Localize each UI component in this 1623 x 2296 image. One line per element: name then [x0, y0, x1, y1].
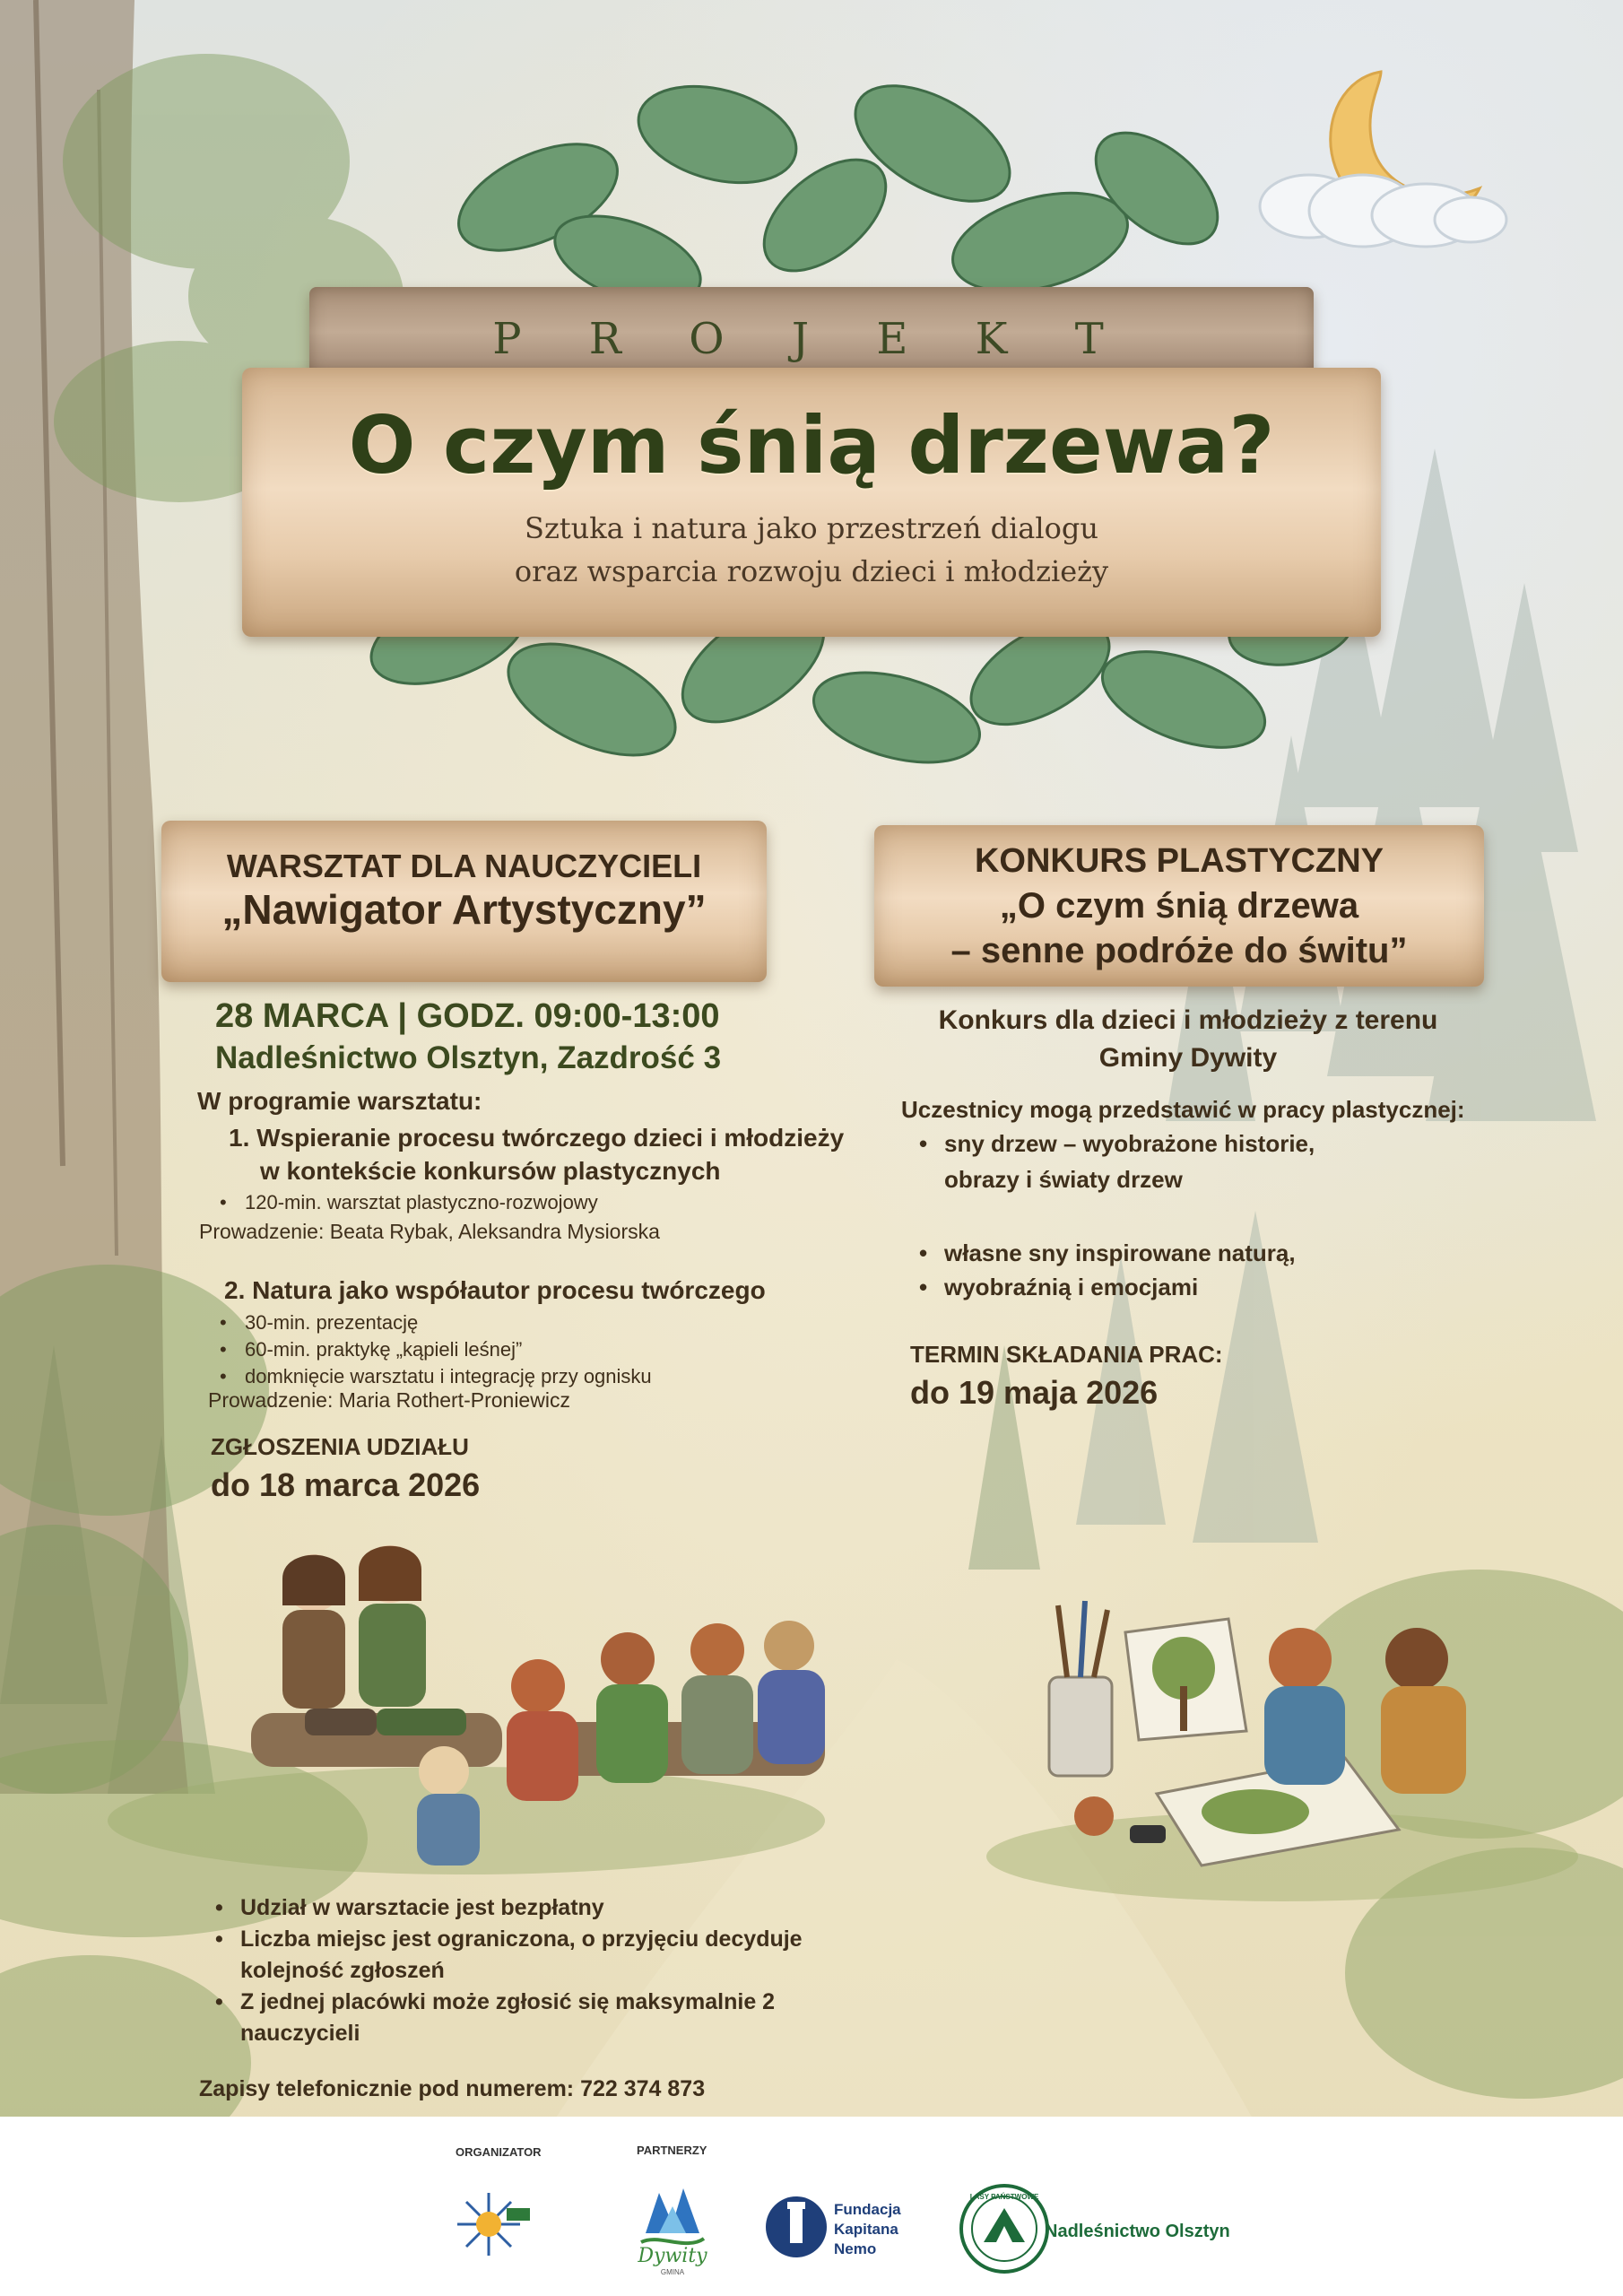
nadlesnictwo-logo-text: Nadleśnictwo Olsztyn [1045, 2222, 1230, 2241]
program-item1-line2: w kontekście konkursów plastycznych [260, 1157, 721, 1185]
teachers-and-children-illustration [90, 1507, 843, 1883]
svg-text:GMINA: GMINA [660, 2268, 685, 2276]
contest-deadline: do 19 maja 2026 [910, 1374, 1159, 1411]
note-item: • Z jednej placówki może zgłosić się maksymalnie 2 nauczycieli [215, 1987, 807, 2049]
workshop-date-time: 28 MARCA | GODZ. 09:00-13:00 [215, 997, 720, 1035]
program-item1-bullets [220, 1191, 598, 1214]
child-figure [507, 1659, 578, 1801]
contest-audience-line2: Gminy Dywity [1098, 1043, 1278, 1073]
dywity-logo [628, 2179, 717, 2278]
contest-title [874, 839, 1484, 973]
svg-text:LASY PAŃSTWOWE: LASY PAŃSTWOWE [969, 2193, 1039, 2201]
child-figure [596, 1632, 668, 1783]
program-heading: W programie warsztatu: [197, 1087, 482, 1115]
organizer-label: ORGANIZATOR [456, 2145, 542, 2159]
program-item2-bullets [220, 1309, 652, 1390]
project-label: P R O J E K T [492, 314, 1131, 364]
page-title: O czym śnią drzewa? [348, 399, 1275, 491]
bullet-item: • sny drzew – wyobrażone historie, [919, 1130, 1315, 1158]
program-item1-lead: Prowadzenie: Beata Rybak, Aleksandra Mysiorska [199, 1220, 660, 1243]
contest-participants-intro: Uczestnicy mogą przedstawić w pracy plastycznej: [901, 1096, 1465, 1123]
note-item: • Udział w warsztacie jest bezpłatny [215, 1892, 807, 1924]
children-painting-illustration [977, 1596, 1587, 1901]
page-subtitle [341, 507, 1282, 593]
workshop-title [161, 848, 767, 934]
contest-audience-line1: Konkurs dla dzieci i młodzieży z terenu [938, 1005, 1438, 1035]
child-figure [1264, 1628, 1345, 1785]
note-item: • Liczba miejsc jest ograniczona, o przyjęciu decyduje kolejność zgłoszeń [215, 1924, 807, 1987]
child-figure [758, 1621, 825, 1764]
lasy-panstwowe-logo [955, 2179, 1054, 2278]
contest-bullets-a [919, 1130, 1315, 1158]
subtitle-line: Sztuka i natura jako przestrzeń dialogu [525, 511, 1098, 545]
workshop-location: Nadleśnictwo Olsztyn, Zazdrość 3 [215, 1040, 722, 1075]
partners-label: PARTNERZY [637, 2144, 707, 2157]
phone-registration: Zapisy telefonicznie pod numerem: 722 374 873 [199, 2076, 706, 2101]
bullet-item: • wyobraźnią i emocjami [919, 1270, 1296, 1304]
registration-label: ZGŁOSZENIA UDZIAŁU [211, 1433, 469, 1460]
gok-logo [457, 2188, 538, 2260]
contest-deadline-label: TERMIN SKŁADANIA PRAC: [910, 1341, 1223, 1368]
contest-title-line2: „O czym śnią drzewa [999, 886, 1359, 926]
program-item2-title: 2. Natura jako współautor procesu twórczego [224, 1276, 766, 1304]
bullet-item: • 120-min. warsztat plastyczno-rozwojowy [220, 1191, 598, 1214]
bullet-item: • domknięcie warsztatu i integrację przy ognisku [220, 1363, 652, 1390]
footer [0, 2117, 1623, 2296]
teacher-figure [359, 1545, 466, 1735]
fundacja-logo [762, 2193, 906, 2265]
subtitle-line: oraz wsparcia rozwoju dzieci i młodzieży [514, 554, 1109, 588]
contest-bullets-a-cont: obrazy i światy drzew [944, 1166, 1183, 1193]
bullet-item: • 60-min. praktykę „kąpieli leśnej” [220, 1336, 652, 1363]
program-item1-line1: 1. Wspieranie procesu twórczego dzieci i młodzieży [229, 1124, 845, 1152]
child-figure [681, 1623, 753, 1774]
registration-deadline: do 18 marca 2026 [211, 1466, 481, 1503]
bullet-item: • 30-min. prezentację [220, 1309, 652, 1336]
contest-title-line3: – senne podróże do świtu” [950, 931, 1408, 970]
contest-bullets-b [919, 1236, 1296, 1304]
svg-text:Nemo: Nemo [834, 2240, 877, 2257]
svg-text:Fundacja: Fundacja [834, 2201, 901, 2218]
child-figure [1381, 1628, 1466, 1794]
program-item2-lead: Prowadzenie: Maria Rothert-Proniewicz [208, 1388, 570, 1412]
participation-notes [215, 1892, 807, 2049]
workshop-title-line1: WARSZTAT DLA NAUCZYCIELI [226, 848, 702, 884]
svg-text:Kapitana: Kapitana [834, 2221, 898, 2238]
contest-title-line1: KONKURS PLASTYCZNY [974, 842, 1384, 880]
workshop-title-line2: „Nawigator Artystyczny” [221, 886, 707, 933]
bullet-item: • własne sny inspirowane naturą, [919, 1236, 1296, 1270]
svg-text:Dywity: Dywity [638, 2245, 707, 2267]
contest-audience [888, 1002, 1488, 1077]
